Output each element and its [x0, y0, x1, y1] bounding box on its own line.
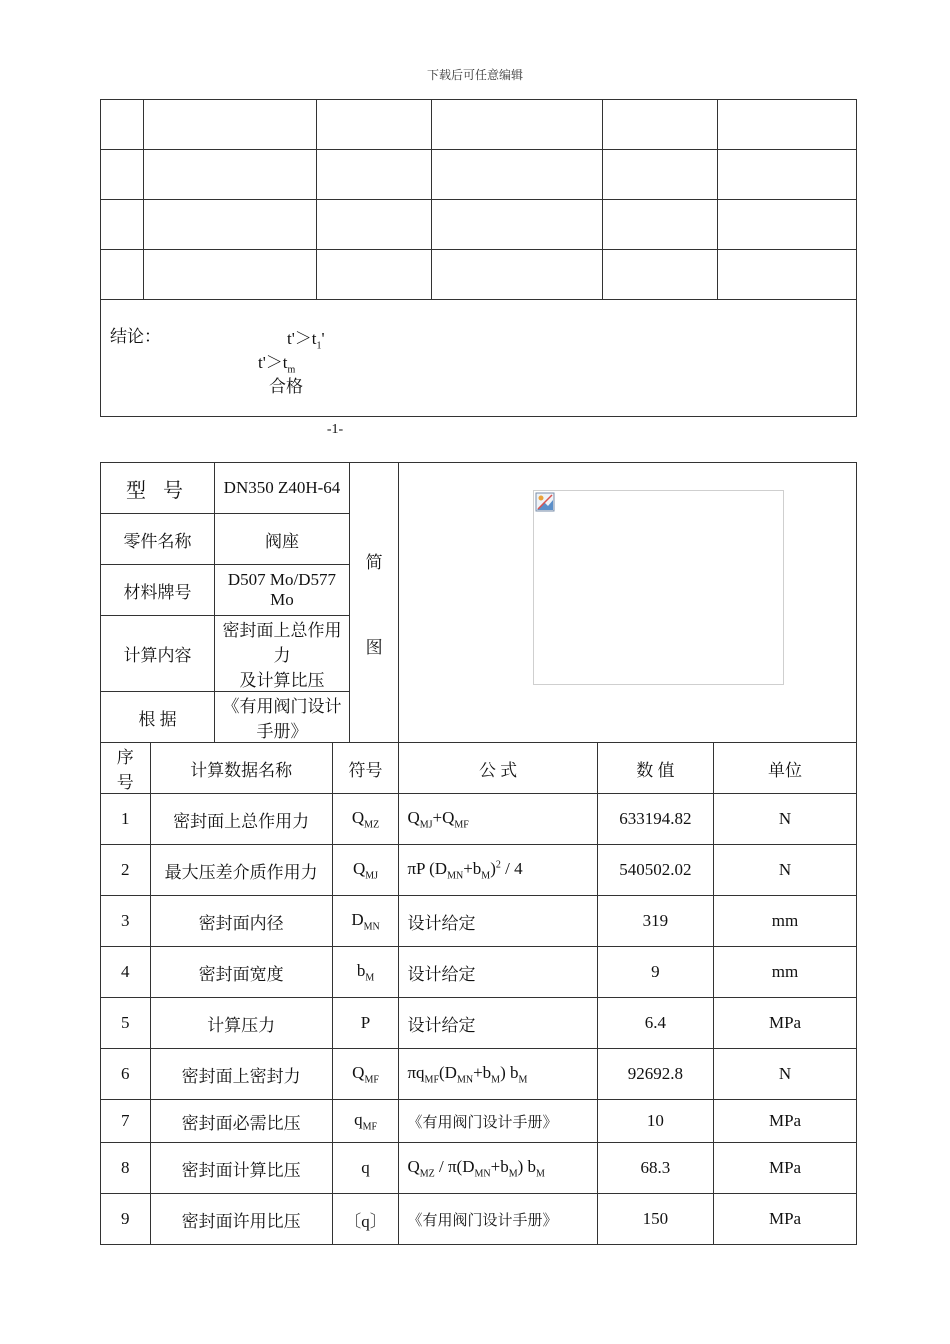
col-symbol-header: 符号	[332, 743, 399, 794]
row-name: 最大压差介质作用力	[150, 845, 332, 896]
row-no: 6	[101, 1049, 151, 1100]
row-unit: N	[714, 1049, 857, 1100]
table-row	[101, 1194, 857, 1245]
model-value: DN350 Z40H-64	[215, 463, 350, 514]
row-unit: N	[714, 845, 857, 896]
table-row	[101, 1049, 857, 1100]
row-no: 9	[101, 1194, 151, 1245]
row-value: 319	[597, 896, 713, 947]
table-row	[101, 1100, 857, 1143]
diagram-label: 简 图	[349, 463, 399, 743]
conclusion-line-1: $t'>t_1'$	[287, 329, 325, 352]
page-header: 下载后可任意编辑	[426, 68, 523, 82]
row-formula: πP $(D_{MN}+b_M)^2 / 4$	[399, 845, 597, 896]
basis-value: 《有用阀门设计手册》	[215, 692, 350, 743]
row-value: 540502.02	[597, 845, 713, 896]
table-row	[101, 947, 857, 998]
empty-row	[101, 150, 857, 200]
row-formula: $Q_{MJ}+Q_{MF}$	[399, 794, 597, 845]
row-unit: MPa	[714, 1194, 857, 1245]
calc-label: 计算内容	[101, 616, 215, 692]
row-value: 9	[597, 947, 713, 998]
row-no: 8	[101, 1143, 151, 1194]
part-label: 零件名称	[101, 514, 215, 565]
row-name: 密封面许用比压	[150, 1194, 332, 1245]
conclusion-line-3: 合格	[269, 377, 303, 396]
row-value: 633194.82	[597, 794, 713, 845]
row-symbol: P	[332, 998, 399, 1049]
row-unit: MPa	[714, 1143, 857, 1194]
broken-image-icon	[535, 492, 555, 512]
row-unit: mm	[714, 947, 857, 998]
conclusion-cell	[101, 300, 857, 417]
column-header-row	[101, 743, 857, 794]
row-value: 68.3	[597, 1143, 713, 1194]
empty-row	[101, 100, 857, 150]
row-no: 7	[101, 1100, 151, 1143]
row-symbol: $Q_{MZ}$	[332, 794, 399, 845]
col-name-header: 计算数据名称	[150, 743, 332, 794]
basis-label: 根 据	[101, 692, 215, 743]
row-no: 3	[101, 896, 151, 947]
row-name: 密封面计算比压	[150, 1143, 332, 1194]
col-unit-header: 单位	[714, 743, 857, 794]
diagram-image-placeholder	[533, 490, 784, 685]
page-number: -1-	[326, 422, 344, 437]
row-unit: MPa	[714, 1100, 857, 1143]
row-name: 密封面内径	[150, 896, 332, 947]
part-value: 阀座	[215, 514, 350, 565]
row-name: 密封面上密封力	[150, 1049, 332, 1100]
row-unit: mm	[714, 896, 857, 947]
table-row	[101, 1143, 857, 1194]
row-formula: 设计给定	[399, 896, 597, 947]
row-name: 密封面上总作用力	[150, 794, 332, 845]
row-value: 10	[597, 1100, 713, 1143]
row-unit: MPa	[714, 998, 857, 1049]
model-label: 型 号	[101, 463, 215, 514]
row-value: 92692.8	[597, 1049, 713, 1100]
table-row	[101, 794, 857, 845]
row-symbol: 〔q〕	[332, 1194, 399, 1245]
table-row	[101, 998, 857, 1049]
row-symbol: $q_{MF}$	[332, 1100, 399, 1143]
row-formula: $\pi q_{MF}(D_{MN}+b_M)$ $b_M$	[399, 1049, 597, 1100]
col-no-header: 序 号	[101, 743, 151, 794]
table-row	[101, 896, 857, 947]
empty-row	[101, 200, 857, 250]
conclusion-line-2: $t'>t_m$	[258, 353, 296, 376]
empty-row	[101, 250, 857, 300]
row-formula: 《有用阀门设计手册》	[399, 1194, 597, 1245]
row-value: 150	[597, 1194, 713, 1245]
row-value: 6.4	[597, 998, 713, 1049]
row-formula: 《有用阀门设计手册》	[399, 1100, 597, 1143]
row-unit: N	[714, 794, 857, 845]
row-no: 1	[101, 794, 151, 845]
row-symbol: $D_{MN}$	[332, 896, 399, 947]
row-name: 计算压力	[150, 998, 332, 1049]
row-symbol: $Q_{MJ}$	[332, 845, 399, 896]
row-no: 2	[101, 845, 151, 896]
table-row	[101, 845, 857, 896]
row-name: 密封面必需比压	[150, 1100, 332, 1143]
row-formula: $Q_{MZ} / \pi(D_{MN}+b_M)$ $b_M$	[399, 1143, 597, 1194]
row-symbol: $b_M$	[332, 947, 399, 998]
conclusion-label: 结论：	[110, 327, 161, 346]
material-label: 材料牌号	[101, 565, 215, 616]
row-formula: 设计给定	[399, 998, 597, 1049]
col-value-header: 数 值	[597, 743, 713, 794]
material-value: D507 Mo/D577 Mo	[215, 565, 350, 616]
top-table	[100, 99, 857, 417]
row-formula: 设计给定	[399, 947, 597, 998]
calc-value: 密封面上总作用力 及计算比压	[215, 616, 350, 692]
row-name: 密封面宽度	[150, 947, 332, 998]
row-no: 4	[101, 947, 151, 998]
col-formula-header: 公 式	[399, 743, 597, 794]
row-no: 5	[101, 998, 151, 1049]
row-symbol: q	[332, 1143, 399, 1194]
row-symbol: $Q_{MF}$	[332, 1049, 399, 1100]
